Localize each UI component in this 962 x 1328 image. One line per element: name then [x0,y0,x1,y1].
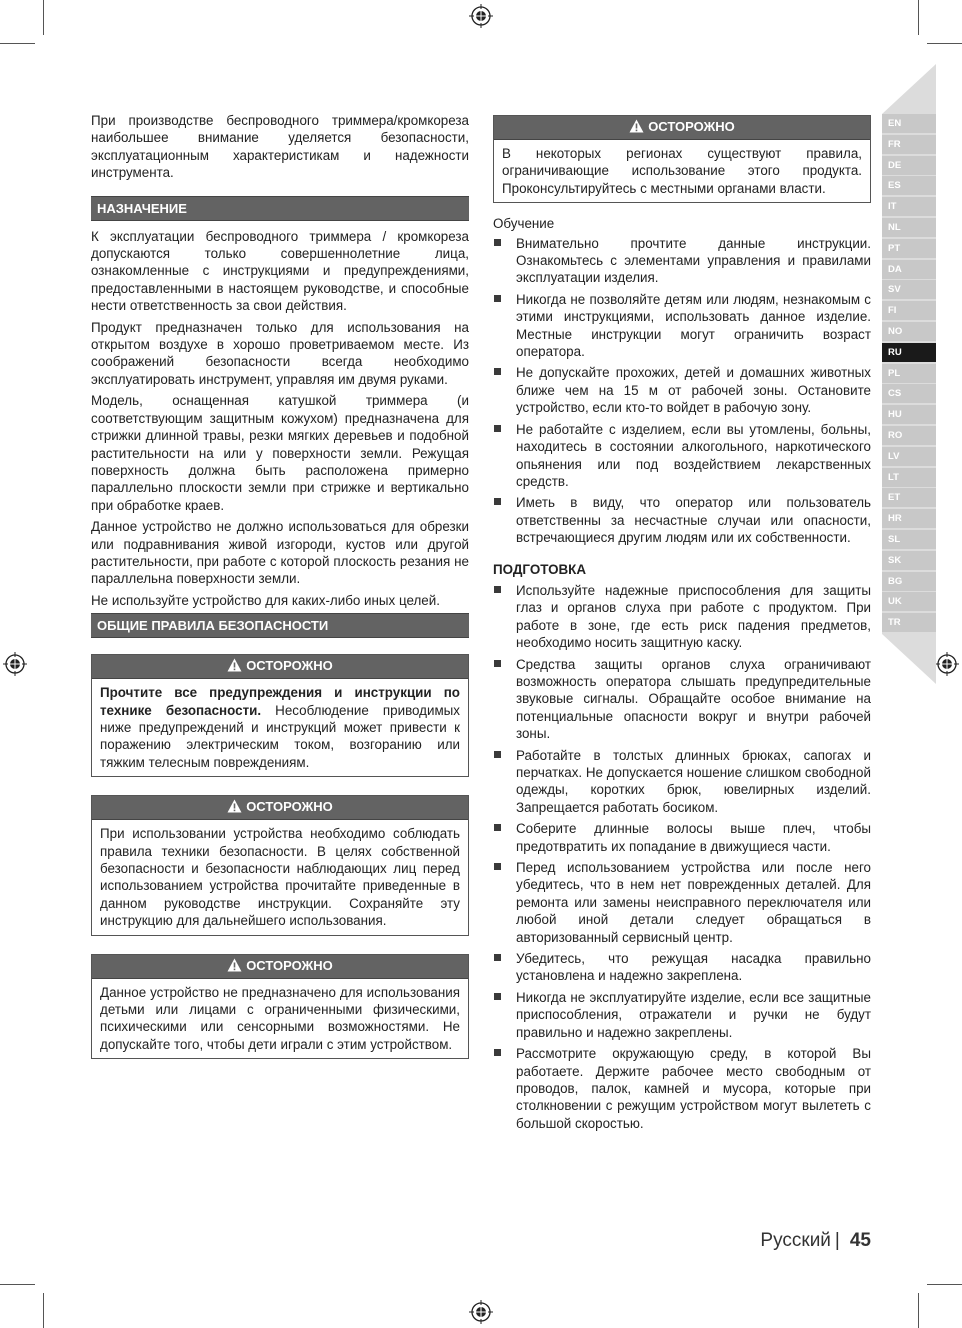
safety-heading: ОБЩИЕ ПРАВИЛА БЕЗОПАСНОСТИ [91,613,469,638]
list-item-text: Соберите длинные волосы выше плеч, чтобы предотвратить их попадание в движущиеся части. [516,821,871,854]
warning-text: Несоблюдение приводимых ниже предупреждений и инструкций может привести к поражению электрическим током, возгоранию или тяжким телесным повреждениям. [100,702,460,770]
square-bullet-icon [494,863,501,870]
preparation-list [493,582,871,1132]
purpose-paragraph: Продукт предназначен только для использования на открытом воздухе в хорошо проветриваемом месте. Из соображений безопасности всегда необходимо эксплуатировать инструмент, управляя им двумя руками. [91,319,469,387]
language-tab-sk[interactable]: SK [882,551,936,570]
warning-body: Данное устройство не предназначено для использования детьми или лицами с ограниченными физическими, психическими или сенсорными возможностями. Не допускайте того, чтобы дети играли с этим устройством. [100,984,460,1052]
registration-mark-icon [935,652,959,676]
crop-mark [43,0,44,35]
language-tab-en[interactable]: EN [882,114,936,133]
language-tab-uk[interactable]: UK [882,592,936,611]
footer-language: Русский [760,1230,831,1251]
list-item [493,950,871,985]
warning-header [92,796,468,820]
purpose-paragraph: Не используйте устройство для каких-либо иных целей. [91,592,440,608]
language-tab-nl[interactable]: NL [882,218,936,237]
square-bullet-icon [494,425,501,432]
language-tab-bg[interactable]: BG [882,572,936,591]
language-tab-it[interactable]: IT [882,197,936,216]
square-bullet-icon [494,751,501,758]
square-bullet-icon [494,1049,501,1056]
list-item-text: Работайте в толстых длинных брюках, сапогах и перчатках. Не допускается ношение слишком свободной одежды, коротких брюк, ювелирных изделий. Запрещается работать босиком. [516,747,871,815]
registration-mark-icon [3,652,27,676]
crop-mark [927,1284,962,1285]
language-tab-lv[interactable]: LV [882,447,936,466]
right-column [493,115,871,1136]
language-tab-lt[interactable]: LT [882,468,936,487]
list-item [493,364,871,416]
crop-mark [0,1284,35,1285]
language-tab-hu[interactable]: HU [882,405,936,424]
language-tab-no[interactable]: NO [882,322,936,341]
training-list [493,235,871,547]
list-item [493,656,871,743]
language-tab-list [882,114,936,634]
list-item [493,859,871,946]
warning-title: ОСТОРОЖНО [246,799,333,815]
crop-mark [43,1293,44,1328]
warning-triangle-icon [227,799,242,813]
language-tab-sv[interactable]: SV [882,280,936,299]
language-tab-es[interactable]: ES [882,176,936,195]
list-item [493,291,871,361]
square-bullet-icon [494,295,501,302]
warning-body [92,679,468,776]
footer-separator: | [834,1230,840,1251]
warning-body: В некоторых регионах существуют правила, ограничивающие использование этого продукта. Проконсультируйтесь с местными органами власти. [502,146,862,196]
crop-mark [0,43,35,44]
list-item-text: Никогда не позволяйте детям или людям, незнакомым с этими инструкциями, использовать данное изделие. Местные инструкции могут ограничить возраст оператора. [516,291,871,360]
list-item [493,235,871,287]
list-item-text: Не допускайте прохожих, детей и домашних животных ближе чем на 15 м от рабочей зоны. Остановите устройство, если кто-то войдет в рабочую зону. [516,365,871,416]
list-item [493,989,871,1041]
warning-body: При использовании устройства необходимо соблюдать правила техники безопасности. В целях собственной безопасности и безопасности наблюдающих лиц перед использованием устройства прочитайте приведенные в данном руководстве инструкции. Сохраняйте эту инструкцию для дальнейшего использования. [100,826,460,929]
purpose-heading: НАЗНАЧЕНИЕ [91,196,469,221]
warning-triangle-icon [227,658,242,672]
language-tab-de[interactable]: DE [882,156,936,175]
warning-header [92,655,468,679]
list-item-text: Никогда не эксплуатируйте изделие, если все защитные приспособления, отражатели и ручки не будут правильно и надежно закреплены. [516,989,871,1040]
list-item [493,494,871,546]
purpose-paragraph: К эксплуатации беспроводного триммера / кромкореза допускаются только совершеннолетние лица, ознакомленные с инструкциями и предупреждениями, предоставленными в настоящем руководстве, и способные нести ответственность за свои действия. [91,228,469,314]
language-tab-sl[interactable]: SL [882,530,936,549]
list-item-text: Иметь в виду, что оператор или пользователь ответственны за несчастные случаи или опасности, встречающиеся другим людям или их собственности. [516,495,871,546]
warning-title: ОСТОРОЖНО [246,957,333,973]
warning-box [91,795,469,935]
language-tab-fi[interactable]: FI [882,301,936,320]
square-bullet-icon [494,993,501,1000]
crop-mark [918,0,919,35]
list-item [493,747,871,817]
language-tab-da[interactable]: DA [882,260,936,279]
list-item [493,582,871,652]
list-item [493,1045,871,1132]
intro-paragraph: При производстве беспроводного триммера/кромкореза наибольшее внимание уделяется безопасности, эксплуатационным характеристикам и надежности инструмента. [91,113,469,181]
training-label: Обучение [493,216,555,232]
warning-title: ОСТОРОЖНО [648,119,735,134]
list-item [493,820,871,855]
crop-mark [918,1293,919,1328]
square-bullet-icon [494,824,501,831]
list-item-text: Не работайте с изделием, если вы утомлены, больны, находитесь в состоянии алкогольного, наркотического опьянения или под воздействием лекарственных средств. [516,421,871,489]
warning-title: ОСТОРОЖНО [246,658,333,674]
warning-header [92,955,468,979]
list-item-text: Используйте надежные приспособления для защиты глаз и органов слуха при работе с продуктом. При работе в зоне, где есть риск падения предметов, необходимо носить защитную каску. [516,582,871,651]
list-item-text: Убедитесь, что режущая насадка правильно установлена и надежно закреплена. [516,951,871,984]
page-footer [760,1229,871,1253]
square-bullet-icon [494,498,501,505]
warning-box [91,954,469,1060]
language-tab-et[interactable]: ET [882,488,936,507]
registration-mark-icon [469,1300,493,1324]
list-item-text: Внимательно прочтите данные инструкции. Ознакомьтесь с элементами управления и правилами эксплуатации изделия. [516,235,871,286]
list-item [493,421,871,491]
language-tab-cs[interactable]: CS [882,384,936,403]
page-number: 45 [849,1230,871,1251]
square-bullet-icon [494,239,501,246]
purpose-paragraph: Данное устройство не должно использоваться для обрезки или подравнивания живой изгороди, кустов или другой растительности, при работе с которой плоскость резания не параллельна поверхности земли. [91,519,469,587]
language-tab-ru[interactable]: RU [882,343,936,362]
purpose-paragraph: Модель, оснащенная катушкой триммера (и соответствующим защитным кожухом) предназначена для стрижки длинной травы, резки мягких деревьев и подобной растительности на или у поверхности земли. Режущая поверхность должна быть расположена примерно параллельно плоскости земли при стрижке и вертикально при обработке краев. [91,393,469,513]
left-column [91,112,469,1077]
warning-box [493,115,871,203]
preparation-heading: ПОДГОТОВКА [493,561,587,577]
language-tab-tr[interactable]: TR [882,613,936,632]
warning-triangle-icon [629,119,644,133]
language-tab-pt[interactable]: PT [882,239,936,258]
language-tabs [882,64,936,684]
language-tab-ro[interactable]: RO [882,426,936,445]
crop-mark [927,43,962,44]
square-bullet-icon [494,368,501,375]
language-tab-hr[interactable]: HR [882,509,936,528]
language-tab-pl[interactable]: PL [882,364,936,383]
list-item-text: Перед использованием устройства или после него убедитесь, что в нем нет поврежденных деталей. Для ремонта или замены неисправного переключателя или любой иной детали следует обращаться в авторизованный сервисный центр. [516,860,871,945]
list-item-text: Средства защиты органов слуха ограничивают возможность оператора слышать предупредительные звуковые сигналы. Обращайте особое внимание на потенциальные опасности вокруг и внутри рабочей зоны. [516,656,871,742]
square-bullet-icon [494,660,501,667]
list-item-text: Рассмотрите окружающую среду, в которой Вы работаете. Держите рабочее место свободным от проводов, палок, камней и мусора, которые при столкновении с режущим устройством могут вылететь с большой скоростью. [516,1046,871,1131]
registration-mark-icon [469,4,493,28]
warning-triangle-icon [227,958,242,972]
square-bullet-icon [494,954,501,961]
square-bullet-icon [494,586,501,593]
warning-header [494,116,870,140]
language-tab-fr[interactable]: FR [882,135,936,154]
warning-box [91,654,469,777]
warning-bold-text: Прочтите все предупреждения и инструкции по технике безопасности. [100,685,460,718]
